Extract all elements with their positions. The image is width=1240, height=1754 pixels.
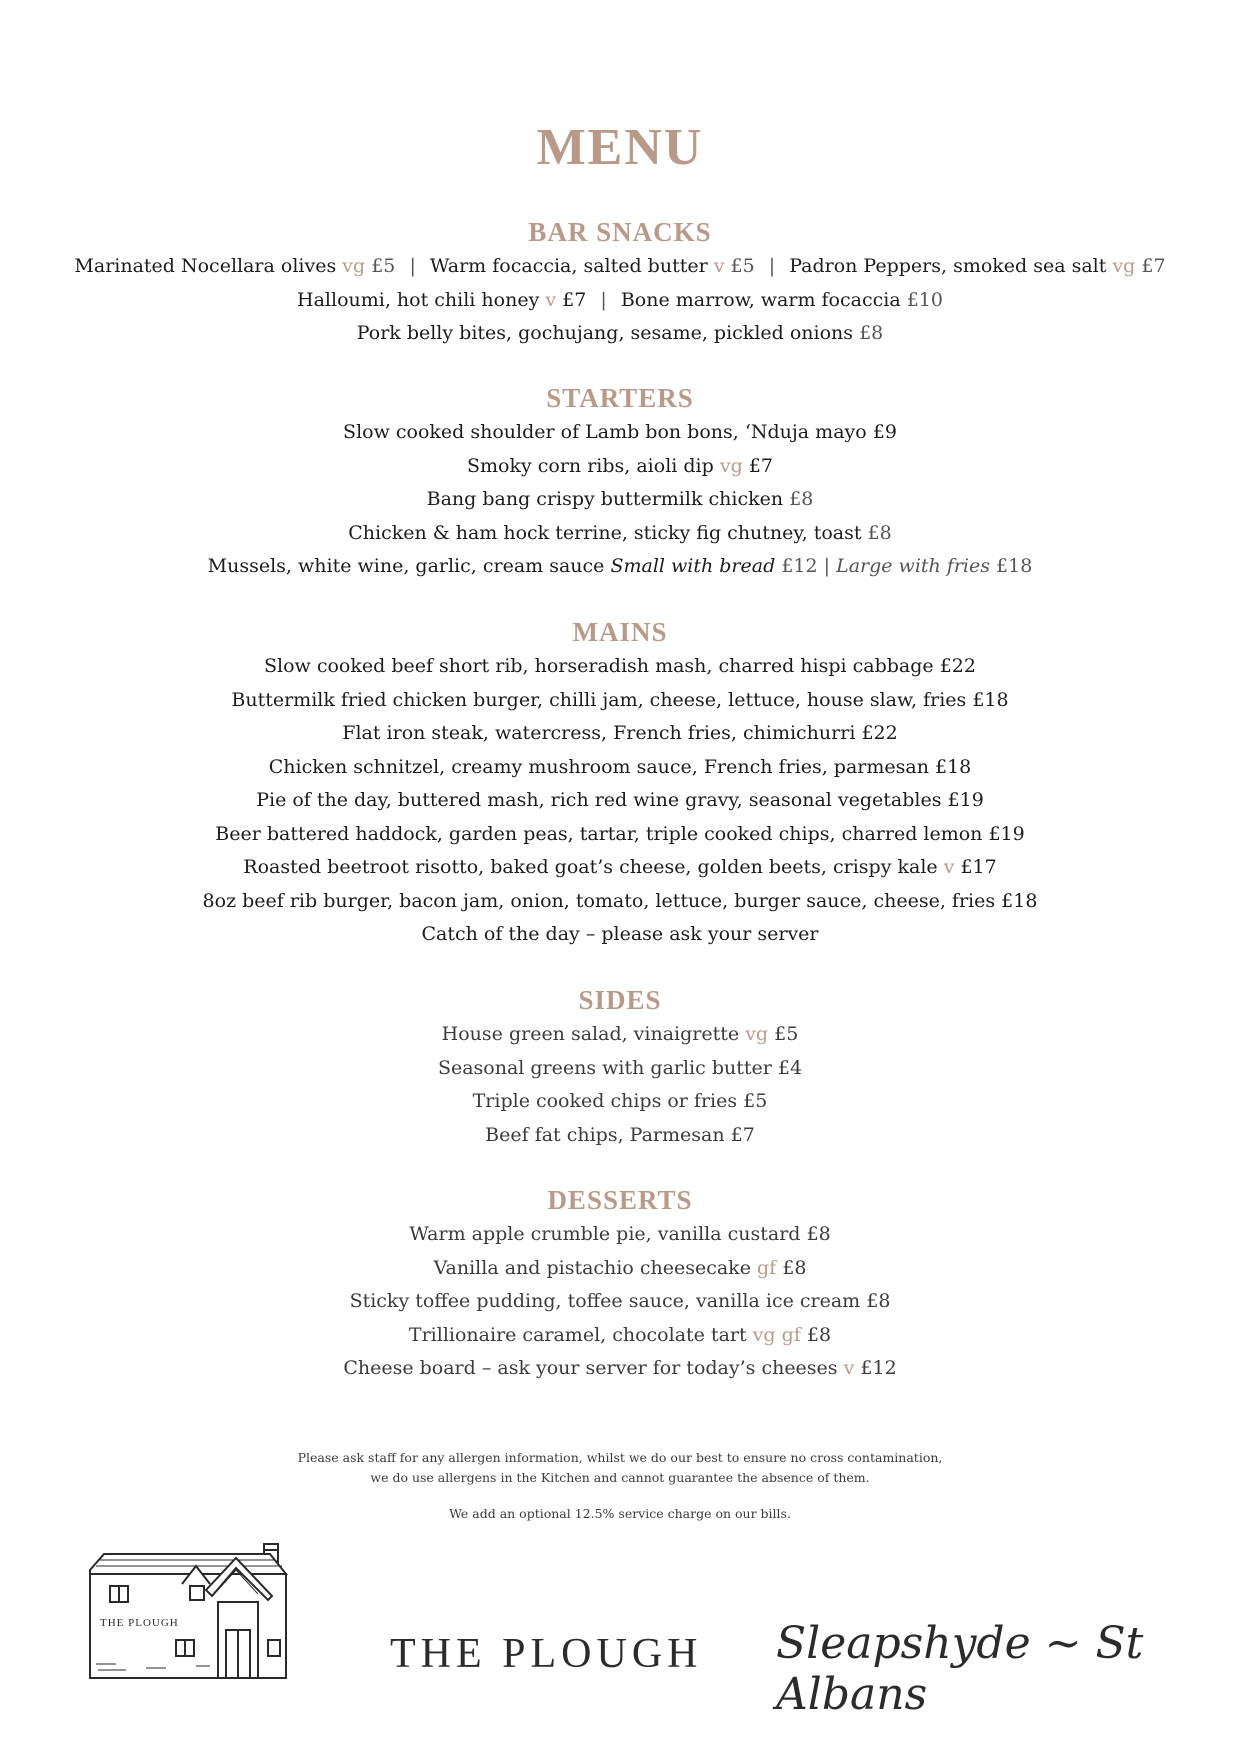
menu-item-name: Mussels, white wine, garlic, cream sauce — [207, 555, 605, 577]
service-charge-notice: We add an optional 12.5% service charge on our bills. — [449, 1506, 791, 1521]
dietary-tag: v — [545, 288, 557, 311]
menu-item-name: Chicken & ham hock terrine, sticky fig chutney, toast — [348, 521, 862, 544]
separator: | — [600, 288, 607, 311]
menu-item-name: Halloumi, hot chili honey — [297, 288, 540, 311]
menu-item-name: Smoky corn ribs, aioli dip — [467, 454, 714, 477]
menu-item — [0, 1018, 1240, 1052]
menu-item-name: Warm apple crumble pie, vanilla custard — [409, 1223, 801, 1245]
menu-item-price: £9 — [872, 421, 897, 443]
menu-item-price: £22 — [861, 722, 898, 744]
menu-item — [0, 483, 1240, 517]
menu-item — [0, 650, 1240, 684]
portion-label: Large with fries — [836, 555, 990, 577]
menu-item — [0, 717, 1240, 751]
dietary-tag: v — [943, 856, 955, 878]
menu-item — [0, 885, 1240, 919]
menu-item-price: £5 — [774, 1023, 799, 1045]
menu-item-name: Chicken schnitzel, creamy mushroom sauce, French fries, parmesan — [268, 755, 929, 778]
menu-item — [0, 1252, 1240, 1286]
menu-title: MENU — [536, 119, 704, 176]
menu-item — [0, 416, 1240, 450]
menu-item-name: Bone marrow, warm focaccia — [620, 288, 901, 311]
menu-item-price: £8 — [806, 1323, 832, 1346]
menu-item-name: Slow cooked beef short rib, horseradish mash, charred hispi cabbage — [264, 655, 934, 677]
bar-snacks-heading: BAR SNACKS — [528, 217, 712, 247]
menu-item-price: £19 — [947, 789, 984, 811]
menu-item-name: Beer battered haddock, garden peas, tartar, triple cooked chips, charred lemon — [215, 822, 983, 845]
pub-house-illustration — [86, 1540, 300, 1682]
menu-item — [0, 1119, 1240, 1153]
menu-item-name: Beef fat chips, Parmesan — [485, 1123, 725, 1146]
menu-item — [0, 1352, 1240, 1386]
menu-item-name: Cheese board – ask your server for today’s cheeses — [343, 1357, 838, 1379]
allergen-notice — [0, 1448, 1240, 1488]
menu-item-price: £18 — [972, 688, 1009, 711]
menu-item-name: Triple cooked chips or fries — [472, 1090, 738, 1112]
menu-item-name: Padron Peppers, smoked sea salt — [789, 255, 1107, 277]
dietary-tag: vg — [1112, 255, 1136, 277]
menu-item-price: £7 — [730, 1123, 755, 1146]
starters-heading: STARTERS — [546, 383, 694, 413]
menu-item — [0, 1319, 1240, 1353]
menu-item-price: £8 — [866, 1290, 891, 1312]
menu-item-name: House green salad, vinaigrette — [441, 1023, 740, 1045]
desserts-heading: DESSERTS — [547, 1185, 693, 1215]
menu-item-name: Slow cooked shoulder of Lamb bon bons, ‘Nduja mayo — [343, 421, 867, 443]
menu-item-name: Marinated Nocellara olives — [74, 255, 337, 277]
menu-item — [0, 1218, 1240, 1252]
menu-item — [0, 818, 1240, 852]
dietary-tag: v — [713, 255, 725, 277]
dietary-tag: vg — [342, 255, 366, 277]
menu-item-price: £8 — [806, 1223, 831, 1245]
menu-item-price: £7 — [748, 454, 773, 477]
menu-item — [0, 450, 1240, 484]
menu-item-name: Sticky toffee pudding, toffee sauce, vanilla ice cream — [349, 1290, 861, 1312]
menu-item — [0, 684, 1240, 718]
menu-item-name: Catch of the day – please ask your server — [421, 923, 819, 945]
menu-item-name: Trillionaire caramel, chocolate tart — [408, 1323, 747, 1346]
mains-section — [0, 616, 1240, 952]
bar-snacks-line-1 — [0, 250, 1240, 284]
menu-item-price: £17 — [960, 856, 997, 878]
desserts-section — [0, 1184, 1240, 1386]
menu-item-name: Roasted beetroot risotto, baked goat’s cheese, golden beets, crispy kale — [243, 856, 938, 878]
menu-item-name: Seasonal greens with garlic butter — [437, 1056, 772, 1079]
menu-item — [0, 784, 1240, 818]
menu-item-price: £18 — [996, 555, 1033, 577]
brand-name: THE PLOUGH — [390, 1631, 703, 1677]
menu-item — [0, 851, 1240, 885]
menu-item-name: Flat iron steak, watercress, French fries, chimichurri — [342, 722, 856, 744]
allergen-line-1: Please ask staff for any allergen information, whilst we do our best to ensure no cross contamination, — [297, 1450, 943, 1465]
menu-item-price: £5 — [743, 1090, 768, 1112]
menu-item-price: £10 — [906, 288, 943, 311]
menu-item-name: Warm focaccia, salted butter — [429, 255, 708, 277]
menu-item — [0, 1085, 1240, 1119]
menu-item-price: £8 — [789, 488, 814, 510]
menu-item-mussels — [0, 550, 1240, 584]
separator: | — [768, 255, 776, 277]
menu-item — [0, 1285, 1240, 1319]
menu-item-name: Vanilla and pistachio cheesecake — [433, 1256, 751, 1279]
menu-item-price: £5 — [730, 255, 755, 277]
menu-item — [0, 1052, 1240, 1086]
dietary-tag: gf — [757, 1256, 777, 1279]
bar-snacks-section — [0, 216, 1240, 351]
separator: | — [409, 255, 416, 277]
dietary-tag: vg gf — [752, 1323, 801, 1346]
bar-snacks-line-3 — [0, 317, 1240, 351]
sign-text: THE PLOUGH — [100, 1617, 179, 1629]
menu-item-price: £18 — [1001, 889, 1038, 912]
dietary-tag: vg — [719, 454, 743, 477]
menu-item-name: Bang bang crispy buttermilk chicken — [426, 488, 784, 510]
sides-heading: SIDES — [578, 985, 662, 1015]
menu-item-price: £19 — [988, 822, 1025, 845]
portion-label: Small with bread — [610, 555, 776, 577]
menu-item-price: £7 — [562, 288, 587, 311]
menu-item-price: £8 — [782, 1256, 807, 1279]
menu-item-price: £22 — [939, 655, 976, 677]
menu-item — [0, 751, 1240, 785]
menu-item-name: Pie of the day, buttered mash, rich red wine gravy, seasonal vegetables — [256, 789, 942, 811]
separator: | — [823, 555, 831, 577]
menu-item-name: Pork belly bites, gochujang, sesame, pickled onions — [356, 322, 854, 344]
dietary-tag: v — [843, 1357, 855, 1379]
bar-snacks-line-2 — [0, 284, 1240, 318]
menu-item-price: £12 — [860, 1357, 897, 1379]
menu-item-price: £8 — [859, 322, 884, 344]
starters-section — [0, 382, 1240, 584]
dietary-tag: vg — [745, 1023, 769, 1045]
menu-item-price: £5 — [371, 255, 396, 277]
menu-item-price: £18 — [935, 755, 972, 778]
menu-item — [0, 517, 1240, 551]
mains-heading: MAINS — [572, 617, 668, 647]
menu-item-name: 8oz beef rib burger, bacon jam, onion, tomato, lettuce, burger sauce, cheese, fries — [202, 889, 996, 912]
brand-location: Sleapshyde ~ St Albans — [776, 1618, 1144, 1720]
allergen-line-2: we do use allergens in the Kitchen and cannot guarantee the absence of them. — [370, 1470, 870, 1485]
menu-item-name: Buttermilk fried chicken burger, chilli jam, cheese, lettuce, house slaw, fries — [231, 688, 967, 711]
menu-item — [0, 918, 1240, 952]
menu-item-price: £8 — [867, 521, 892, 544]
menu-item-price: £4 — [777, 1056, 803, 1079]
menu-item-price: £12 — [781, 555, 818, 577]
menu-item-price: £7 — [1141, 255, 1166, 277]
sides-section — [0, 984, 1240, 1152]
